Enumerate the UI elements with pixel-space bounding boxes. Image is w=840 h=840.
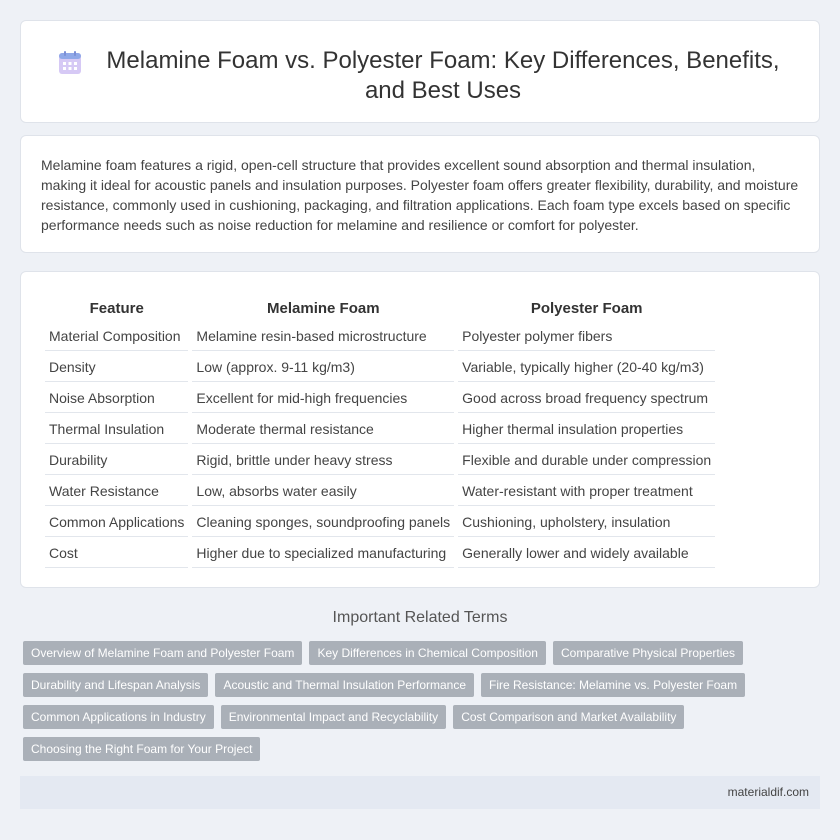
table-cell: Common Applications <box>45 508 188 537</box>
table-cell: Higher thermal insulation properties <box>458 415 715 444</box>
table-cell: Cost <box>45 539 188 568</box>
table-cell: Higher due to specialized manufacturing <box>192 539 454 568</box>
footer-site-link[interactable]: materialdif.com <box>727 785 809 799</box>
table-row <box>45 508 715 537</box>
term-tag[interactable]: Environmental Impact and Recyclability <box>221 705 446 729</box>
table-cell: Noise Absorption <box>45 384 188 413</box>
table-row <box>45 384 715 413</box>
table-cell: Good across broad frequency spectrum <box>458 384 715 413</box>
term-tag[interactable]: Durability and Lifespan Analysis <box>23 673 208 697</box>
term-row <box>23 737 783 761</box>
column-header: Melamine Foam <box>267 299 380 317</box>
table-row <box>45 477 715 506</box>
table-cell: Moderate thermal resistance <box>192 415 454 444</box>
term-row <box>23 673 783 697</box>
table-cell: Thermal Insulation <box>45 415 188 444</box>
table-cell: Flexible and durable under compression <box>458 446 715 475</box>
term-tag[interactable]: Comparative Physical Properties <box>553 641 743 665</box>
table-row <box>45 446 715 475</box>
table-row <box>45 353 715 382</box>
table-cell: Material Composition <box>45 322 188 351</box>
comparison-card <box>20 271 820 588</box>
calendar-icon <box>57 50 83 76</box>
table-cell: Melamine resin-based microstructure <box>192 322 454 351</box>
footer <box>20 776 820 809</box>
table-cell: Durability <box>45 446 188 475</box>
related-terms-heading: Important Related Terms <box>332 609 508 626</box>
column-header: Feature <box>89 299 144 317</box>
table-cell: Rigid, brittle under heavy stress <box>192 446 454 475</box>
table-cell: Density <box>45 353 188 382</box>
page-title: Melamine Foam vs. Polyester Foam: Key Differences, Benefits, and Best Uses <box>106 47 780 104</box>
table-row <box>45 322 715 351</box>
comparison-table <box>41 294 719 570</box>
term-row <box>23 705 783 729</box>
term-tag[interactable]: Key Differences in Chemical Composition <box>309 641 546 665</box>
title-wrap <box>21 21 819 106</box>
table-cell: Water-resistant with proper treatment <box>458 477 715 506</box>
intro-card <box>20 135 820 253</box>
table-cell: Low (approx. 9-11 kg/m3) <box>192 353 454 382</box>
table-cell: Generally lower and widely available <box>458 539 715 568</box>
term-tag[interactable]: Choosing the Right Foam for Your Project <box>23 737 260 761</box>
table-cell: Water Resistance <box>45 477 188 506</box>
term-tag[interactable]: Acoustic and Thermal Insulation Performance <box>215 673 474 697</box>
term-tag[interactable]: Fire Resistance: Melamine vs. Polyester Foam <box>481 673 745 697</box>
column-header: Polyester Foam <box>530 299 643 317</box>
related-terms <box>23 641 783 769</box>
term-tag[interactable]: Overview of Melamine Foam and Polyester Foam <box>23 641 302 665</box>
table-cell: Low, absorbs water easily <box>192 477 454 506</box>
term-row <box>23 641 783 665</box>
table-cell: Excellent for mid-high frequencies <box>192 384 454 413</box>
table-cell: Polyester polymer fibers <box>458 322 715 351</box>
table-cell: Cleaning sponges, soundproofing panels <box>192 508 454 537</box>
term-tag[interactable]: Common Applications in Industry <box>23 705 214 729</box>
title-card <box>20 20 820 123</box>
table-header-row <box>45 296 715 320</box>
table-cell: Variable, typically higher (20-40 kg/m3) <box>458 353 715 382</box>
term-tag[interactable]: Cost Comparison and Market Availability <box>453 705 684 729</box>
table-row <box>45 415 715 444</box>
table-cell: Cushioning, upholstery, insulation <box>458 508 715 537</box>
intro-paragraph: Melamine foam features a rigid, open-cell structure that provides excellent sound absorption and thermal insulation, making it ideal for acoustic panels and insulation purposes. Polyester foam offers greater flexibility, durability, and moisture resistance, commonly used in cushioning, packaging, and filtration applications. Each foam type excels based on specific performance needs such as noise reduction for melamine and resilience or comfort for polyester. <box>41 157 799 233</box>
table-row <box>45 539 715 568</box>
